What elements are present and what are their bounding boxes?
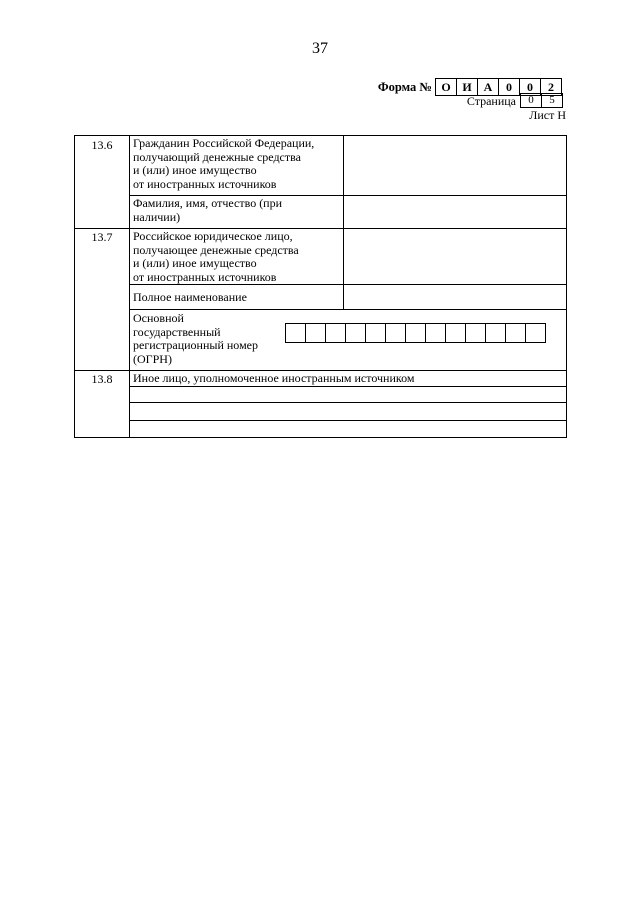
ogrn-input-boxes[interactable] (286, 323, 546, 343)
ogrn-digit-box[interactable] (525, 323, 546, 343)
page-label: Страница (466, 94, 516, 108)
ogrn-digit-box[interactable] (305, 323, 326, 343)
form-number-label: Форма № (377, 80, 432, 94)
citizen-recipient-label: Гражданин Российской Федерации, получающий денежные средства и (или) иное имущество от иностранных источников (133, 136, 315, 191)
page-digit-cells (521, 93, 563, 108)
form-code-cell: 0 (498, 78, 520, 96)
sheet-label: Лист Н (529, 108, 566, 122)
ogrn-label: Основной государственный регистрационный номер (ОГРН) (133, 311, 258, 366)
ogrn-digit-box[interactable] (285, 323, 306, 343)
ogrn-digit-box[interactable] (365, 323, 386, 343)
ogrn-digit-box[interactable] (425, 323, 446, 343)
row-number-13-6: 13.6 (91, 138, 113, 152)
page-number: 37 (312, 40, 328, 57)
full-org-name-label: Полное наименование (133, 290, 247, 304)
page-digit-cell: 5 (541, 93, 563, 108)
form-code-cell: 0 (519, 78, 541, 96)
page-digit-cell: 0 (520, 93, 542, 108)
ogrn-digit-box[interactable] (325, 323, 346, 343)
form-code-cell: И (456, 78, 478, 96)
row-number-13-7: 13.7 (91, 230, 113, 244)
ogrn-digit-box[interactable] (445, 323, 466, 343)
ogrn-digit-box[interactable] (505, 323, 526, 343)
authorized-person-label: Иное лицо, уполномоченное иностранным источником (133, 371, 415, 385)
ogrn-digit-box[interactable] (465, 323, 486, 343)
ogrn-digit-box[interactable] (485, 323, 506, 343)
legal-entity-recipient-label: Российское юридическое лицо, получающее денежные средства и (или) иное имущество от иностранных источников (133, 229, 299, 284)
ogrn-digit-box[interactable] (345, 323, 366, 343)
form-code-cell: А (477, 78, 499, 96)
full-name-fio-label: Фамилия, имя, отчество (при наличии) (133, 196, 283, 224)
form-code-cell: 2 (540, 78, 562, 96)
ogrn-digit-box[interactable] (385, 323, 406, 343)
row-number-13-8: 13.8 (91, 372, 113, 386)
form-code-cell: О (435, 78, 457, 96)
ogrn-digit-box[interactable] (405, 323, 426, 343)
